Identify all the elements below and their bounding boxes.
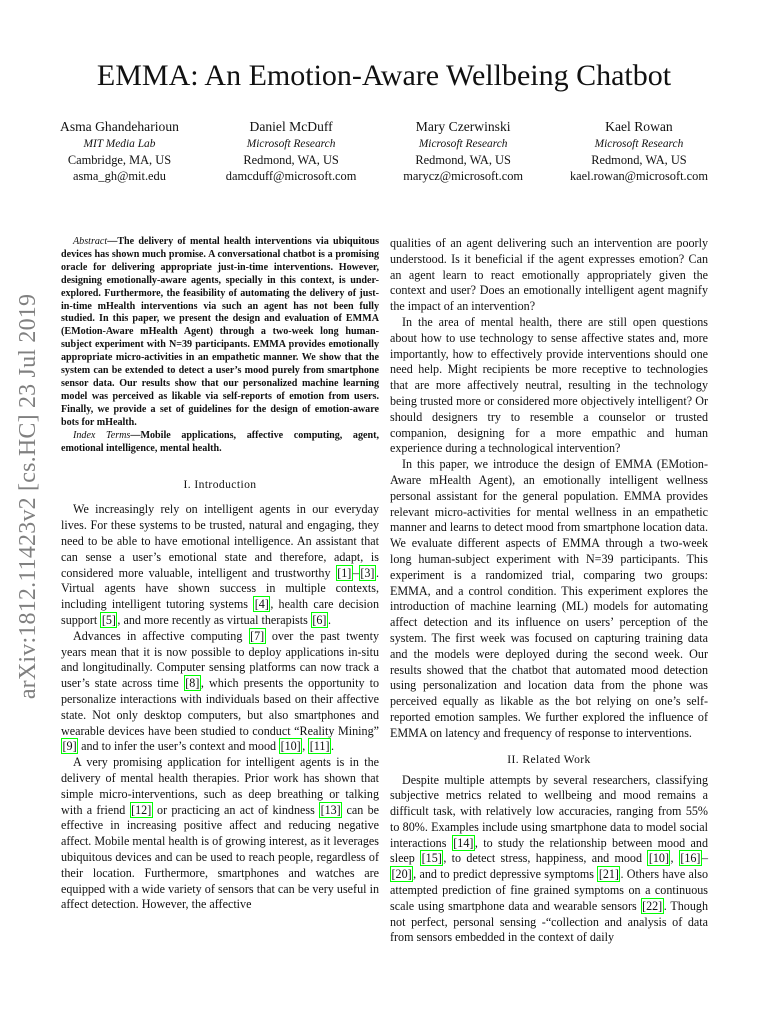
author-email: kael.rowan@microsoft.com <box>569 169 708 183</box>
author-block <box>570 118 708 184</box>
left-column <box>61 236 379 913</box>
author-location: Redmond, WA, US <box>415 153 511 167</box>
paragraph-text: , <box>302 739 309 754</box>
citation-link[interactable]: [1] <box>337 565 352 580</box>
paragraph-text: , to study the relationship between mood and sleep <box>390 835 708 866</box>
right-column <box>390 236 708 946</box>
paragraph-text: , which presents the opportunity to personalize interactions with individuals based on their affective state. Not only desktop computers, but also smartphones and wearable devices have been studied to conduct “Reality Mining” <box>61 676 379 738</box>
author-affiliation: Microsoft Research <box>246 138 336 150</box>
index-terms-label: Index Terms <box>73 429 131 441</box>
citation-link[interactable]: [12] <box>131 802 152 817</box>
paragraph-text: can be effective in increasing positive affect and reducing negative affect. Mobile mental health is of growing interest, as it leverages ubiquitous devices and can be used to reach people, regardless of their location. Furthermore, smartphones and watches are equipped with a wide variety of sensors that can be very useful in affect detection. However, the affective <box>61 802 379 912</box>
abstract-label: Abstract <box>73 236 108 247</box>
citation-link[interactable]: [21] <box>598 867 619 882</box>
paragraph-text: , to detect stress, happiness, and mood <box>443 851 648 866</box>
index-terms-text: —Mobile applications, affective computing, agent, emotional intelligence, mental health. <box>61 429 379 454</box>
paragraph-text: or practicing an act of kindness <box>152 802 320 817</box>
citation-link[interactable]: [20] <box>391 867 412 882</box>
author-email: asma_gh@mit.edu <box>72 169 166 183</box>
citation-link[interactable]: [13] <box>320 802 341 817</box>
abstract <box>61 236 379 430</box>
author-email: damcduff@microsoft.com <box>225 169 357 183</box>
author-list <box>60 118 708 184</box>
arxiv-identifier <box>6 286 52 706</box>
index-terms <box>61 430 379 456</box>
citation-link[interactable]: [15] <box>421 851 442 866</box>
author-location: Redmond, WA, US <box>243 153 339 167</box>
body-paragraph <box>61 755 379 913</box>
author-affiliation: MIT Media Lab <box>83 138 156 150</box>
author-location: Cambridge, MA, US <box>67 153 172 167</box>
paragraph-text: . <box>330 739 334 754</box>
body-paragraph: qualities of an agent delivering such an intervention are poorly understood. Is it beneficial if the agent expresses emotion? Can an agent learn to react emotionally appropriately given the context and user? Does an emotionally intelligent agent magnify the impact of an intervention? <box>390 236 708 314</box>
abstract-text: —The delivery of mental health interventions via ubiquitous devices has shown much promise. A conversational chatbot is a promising oracle for delivering appropriate just-in-time interventions. However, designing emotionally-aware agents, specially in this context, is under-explored. Furthermore, the feasibility of automating the delivery of just-in-time mHealth interventions via such an agent has not been fully studied. In this paper, we present the design and evaluation of EMMA (EMotion-Aware mHealth Agent) through a two-week long human-subject experiment with N=39 participants. EMMA provides emotionally appropriate micro-activities in an empathetic manner. We show that the system can be extended to detect a user’s mood purely from smartphone sensor data. Our results show that our personalized machine learning model was perceived as likable via self-reports of emotion from users. Finally, we provide a set of guidelines for the design of emotion-aware bots for mHealth. <box>61 236 379 428</box>
paragraph-text: , health care decision support <box>61 597 379 627</box>
citation-link[interactable]: [22] <box>642 898 663 913</box>
author-affiliation: Microsoft Research <box>594 138 684 150</box>
author-name: Daniel McDuff <box>249 119 333 134</box>
citation-link[interactable]: [9] <box>62 739 77 754</box>
citation-link[interactable]: [10] <box>280 739 301 754</box>
author-email: marycz@microsoft.com <box>403 169 524 183</box>
body-paragraph <box>390 773 708 947</box>
body-paragraph <box>61 629 379 755</box>
citation-link[interactable]: [14] <box>453 835 474 850</box>
paragraph-text: . <box>327 612 331 627</box>
paragraph-text: . Though not perfect, personal sensing -“collection and analysis of data from sensors embedded in the context of daily <box>390 898 708 945</box>
paragraph-text: – <box>701 851 709 866</box>
paragraph-text: over the past twenty years mean that it is now possible to deploy applications in-situ and longitudinally. Computer sensing platforms can now track a user’s state across time <box>61 628 379 691</box>
paragraph-text: , <box>670 851 679 866</box>
paragraph-text: We increasingly rely on intelligent agents in our everyday lives. For these systems to be trusted, natural and engaging, they need to be able to have emotional intelligence. An assistant that can sense a user’s emotional state and therefore, adapt, is considered more valuable, intelligent and trustworthy <box>61 502 379 580</box>
author-name: Asma Ghandeharioun <box>60 119 179 134</box>
paragraph-text: Despite multiple attempts by several researchers, classifying subjective metrics related to wellbeing and mood remains a difficult task, with relatively low accuracies, ranging from 55% to 80%. Examples include using smartphone data to model social interactions <box>390 772 708 850</box>
citation-link[interactable]: [5] <box>101 612 116 627</box>
arxiv-identifier-text: arXiv:1812.11423v2 [cs.HC] 23 Jul 2019 <box>15 293 42 699</box>
paper-title: EMMA: An Emotion-Aware Wellbeing Chatbot <box>96 59 672 92</box>
body-paragraph: In this paper, we introduce the design of EMMA (EMotion-Aware mHealth Agent), an emotionally intelligent wellness personal assistant for the general population. EMMA provides relevant micro-activities for mental wellness in an empathetic manner and learns to detect mood from smartphone location data. We evaluate different aspects of EMMA through a two-week long human-subject experiment with N=39 participants. This experiment is a randomized trial, comparing two groups: EMMA, and a control condition. This experiment explores the introduction of machine learning (ML) models for automating affect detection and its influence on users’ perception of the system. The first week was focused on capturing training data and the models were deployed during the second week. Our results showed that the chatbot that automated mood detection using personalization and location data from the phone was perceived equally as likable as the bot relying on one’s self-reported emotion samples. We further explored the influence of EMMA on latency and frequency of response to interventions. <box>390 457 708 740</box>
paragraph-text: Advances in affective computing <box>73 628 249 643</box>
author-block <box>60 118 179 184</box>
body-paragraph: In the area of mental health, there are still open questions about how to use technology to sense affective states and, more importantly, how to effectively provide interventions should one need help. Might recipients be more receptive to technologies that are more affectively neutral, resulting in the technology being trusted more or considered more objectively intelligent? Or should designers try to resemble a counselor or trusted companion, designing for a more empathic and human experience during a technological intervention? <box>390 314 708 456</box>
section-heading-related-work: II. Related Work <box>507 752 591 766</box>
section-heading-introduction: I. Introduction <box>183 478 257 492</box>
author-name: Kael Rowan <box>605 119 673 134</box>
citation-link[interactable]: [3] <box>360 565 375 580</box>
paragraph-text: – <box>352 565 359 580</box>
author-affiliation: Microsoft Research <box>418 138 508 150</box>
citation-link[interactable]: [6] <box>312 612 327 627</box>
body-paragraph <box>61 502 379 628</box>
author-location: Redmond, WA, US <box>591 153 687 167</box>
author-block <box>226 118 357 184</box>
author-name: Mary Czerwinski <box>415 119 511 134</box>
paragraph-text: , and more recently as virtual therapists <box>117 612 311 627</box>
citation-link[interactable]: [7] <box>250 628 265 643</box>
paragraph-text: . Virtual agents have shown success in multiple contexts, including intelligent tutoring systems <box>61 565 379 612</box>
citation-link[interactable]: [16] <box>680 851 701 866</box>
citation-link[interactable]: [10] <box>648 851 669 866</box>
paragraph-text: , and to predict depressive symptoms <box>413 867 598 882</box>
citation-link[interactable]: [8] <box>185 676 200 691</box>
author-block <box>403 118 523 184</box>
paragraph-text: . Others have also attempted prediction of fine grained symptoms on a continuous scale using smartphone data and wearable sensors <box>390 867 708 913</box>
citation-link[interactable]: [4] <box>254 597 269 612</box>
citation-link[interactable]: [11] <box>309 739 330 754</box>
paragraph-text: and to infer the user’s context and mood <box>78 739 280 754</box>
paragraph-text: A very promising application for intelligent agents is in the delivery of mental health therapies. Prior work has shown that simple micro-interventions, such as deep breathing or talking with a friend <box>61 755 379 817</box>
